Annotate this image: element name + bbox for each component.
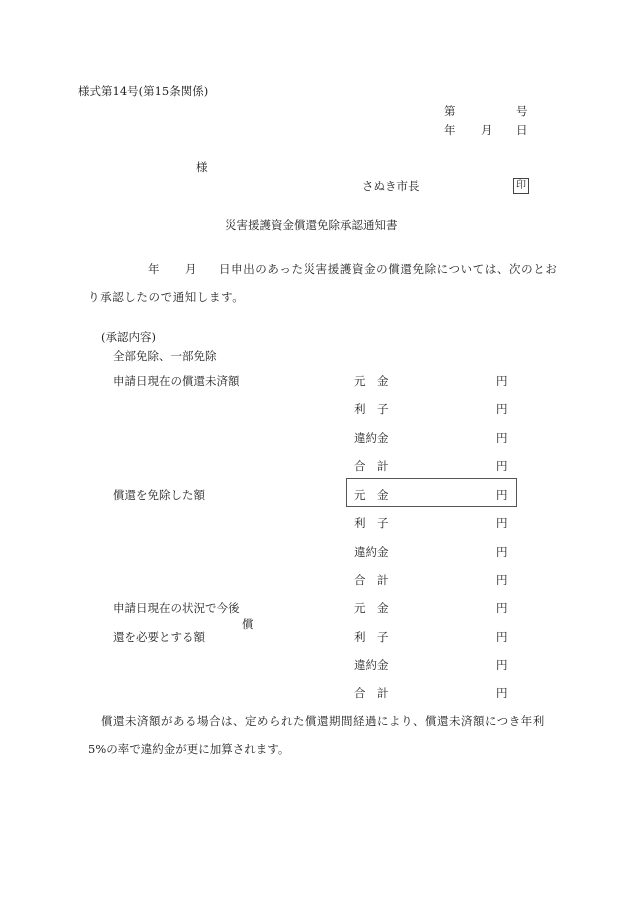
approval-heading: (承認内容) xyxy=(101,330,156,344)
date-month: 月 xyxy=(481,123,493,137)
body-line-1: 日申出のあった災害援護資金の償還免除については、次のとお xyxy=(219,262,558,276)
row-principal-unit: 円 xyxy=(496,601,508,615)
row-principal-label: 元 金 xyxy=(354,374,389,388)
row-principal-unit: 円 xyxy=(496,488,508,502)
section-remaining-label-line2: 還を必要とする額 xyxy=(113,630,205,644)
row-total-unit: 円 xyxy=(496,459,508,473)
row-penalty-unit: 円 xyxy=(496,431,508,445)
row-penalty-unit: 円 xyxy=(496,658,508,672)
row-total-unit: 円 xyxy=(496,573,508,587)
approval-type: 全部免除、一部免除 xyxy=(113,349,217,363)
row-penalty-label: 違約金 xyxy=(354,658,389,672)
row-total-label: 合 計 xyxy=(354,459,389,473)
row-penalty-label: 違約金 xyxy=(354,431,389,445)
row-interest-label: 利 子 xyxy=(354,516,389,530)
row-total-label: 合 計 xyxy=(354,573,389,587)
row-interest-label: 利 子 xyxy=(354,630,389,644)
doc-number-suffix: 号 xyxy=(516,104,528,118)
row-penalty-label: 違約金 xyxy=(354,545,389,559)
section-remaining-label-wrap: 償 xyxy=(242,617,254,631)
footer-note-line-1: 償還未済額がある場合は、定められた償還期間経過により、償還未済額につき年利 xyxy=(101,714,545,728)
section-exempted-label: 償還を免除した額 xyxy=(113,488,205,502)
addressee-honorific: 様 xyxy=(196,160,208,174)
date-year: 年 xyxy=(444,123,456,137)
body-date-year: 年 xyxy=(148,262,160,276)
form-number: 様式第14号(第15条関係) xyxy=(78,84,209,98)
row-principal-unit: 円 xyxy=(496,374,508,388)
doc-number-prefix: 第 xyxy=(444,104,456,118)
row-total-unit: 円 xyxy=(496,686,508,700)
row-interest-unit: 円 xyxy=(496,516,508,530)
row-total-label: 合 計 xyxy=(354,686,389,700)
seal-stamp-icon xyxy=(513,178,529,194)
row-interest-unit: 円 xyxy=(496,402,508,416)
body-line-2: り承認したので通知します。 xyxy=(88,290,245,304)
document-title: 災害援護資金償還免除承認通知書 xyxy=(225,218,398,232)
body-date-month: 月 xyxy=(185,262,197,276)
row-principal-label: 元 金 xyxy=(354,488,389,502)
section-outstanding-label: 申請日現在の償還未済額 xyxy=(113,374,240,388)
date-day: 日 xyxy=(516,123,528,137)
row-penalty-unit: 円 xyxy=(496,545,508,559)
row-interest-label: 利 子 xyxy=(354,402,389,416)
seal-label: 印 xyxy=(516,180,526,191)
issuer-name: さぬき市長 xyxy=(362,179,420,193)
section-remaining-label-line1: 申請日現在の状況で今後 xyxy=(113,601,240,615)
row-interest-unit: 円 xyxy=(496,630,508,644)
footer-note-line-2: 5%の率で違約金が更に加算されます。 xyxy=(88,742,290,756)
row-principal-label: 元 金 xyxy=(354,601,389,615)
